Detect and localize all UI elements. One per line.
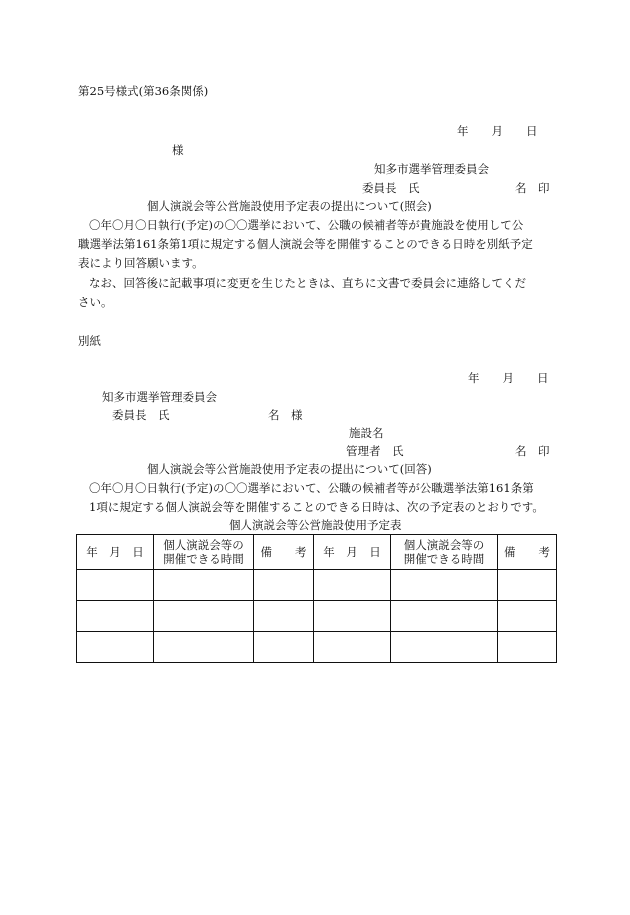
table-cell — [154, 570, 254, 601]
table-cell — [154, 601, 254, 632]
table-cell — [77, 601, 154, 632]
body-paragraph-1-line-2: 職選挙法第161条第1項に規定する個人演説会等を開催することのできる日時を別紙予定 — [78, 237, 533, 251]
body-paragraph-1: 〇年〇月〇日執行(予定)の〇〇選挙において、公職の候補者等が貴施設を使用して公 — [89, 218, 524, 232]
body-paragraph-2-line-2: さい。 — [78, 295, 113, 309]
table-cell — [314, 601, 391, 632]
table-cell — [498, 570, 557, 601]
facility-name: 施設名 — [349, 426, 384, 440]
table-cell — [77, 632, 154, 663]
header-remarks: 備 考 — [254, 535, 314, 570]
table-cell — [391, 601, 498, 632]
addressee-suffix: 様 — [172, 143, 184, 157]
table-cell — [77, 570, 154, 601]
schedule-table — [76, 534, 557, 663]
table-cell — [254, 601, 314, 632]
chair-name: 委員長 氏 — [362, 181, 420, 195]
request-date-line: 年 月 日 — [457, 124, 538, 138]
table-cell — [498, 601, 557, 632]
table-cell — [391, 570, 498, 601]
table-cell — [154, 632, 254, 663]
header-time: 個人演説会等の 開催できる時間 — [154, 535, 254, 570]
table-row — [77, 570, 557, 601]
table-cell — [314, 632, 391, 663]
header-date: 年 月 日 — [314, 535, 391, 570]
header-remarks: 備 考 — [498, 535, 557, 570]
table-cell — [254, 570, 314, 601]
attachment-committee-name: 知多市選挙管理委員会 — [102, 390, 217, 404]
attachment-name-sama: 名 様 — [268, 408, 303, 422]
body-paragraph-2: なお、回答後に記載事項に変更を生じたときは、直ちに文書で委員会に連絡してくだ — [89, 276, 526, 290]
table-row — [77, 632, 557, 663]
attachment-body-line-2: 1項に規定する個人演説会等を開催することのできる日時は、次の予定表のとおりです。 — [89, 500, 544, 514]
table-cell — [314, 570, 391, 601]
request-title: 個人演説会等公営施設使用予定表の提出について(照会) — [147, 199, 432, 213]
name-seal: 名 印 — [515, 181, 550, 195]
header-time: 個人演説会等の 開催できる時間 — [391, 535, 498, 570]
attachment-label: 別紙 — [78, 334, 101, 348]
table-cell — [254, 632, 314, 663]
table-header-row — [77, 535, 557, 570]
table-row — [77, 601, 557, 632]
committee-name: 知多市選挙管理委員会 — [374, 162, 489, 176]
form-label: 第25号様式(第36条関係) — [78, 84, 209, 98]
body-paragraph-1-line-3: 表により回答願います。 — [78, 256, 204, 270]
attachment-body: 〇年〇月〇日執行(予定)の〇〇選挙において、公職の候補者等が公職選挙法第161条第 — [89, 481, 534, 495]
attachment-date-line: 年 月 日 — [468, 371, 549, 385]
attachment-name-seal: 名 印 — [515, 444, 550, 458]
schedule-table-title: 個人演説会等公営施設使用予定表 — [229, 518, 402, 532]
table-cell — [498, 632, 557, 663]
attachment-title: 個人演説会等公営施設使用予定表の提出について(回答) — [147, 462, 432, 476]
header-date: 年 月 日 — [77, 535, 154, 570]
attachment-chair-name: 委員長 氏 — [112, 408, 170, 422]
table-cell — [391, 632, 498, 663]
facility-manager: 管理者 氏 — [346, 444, 404, 458]
